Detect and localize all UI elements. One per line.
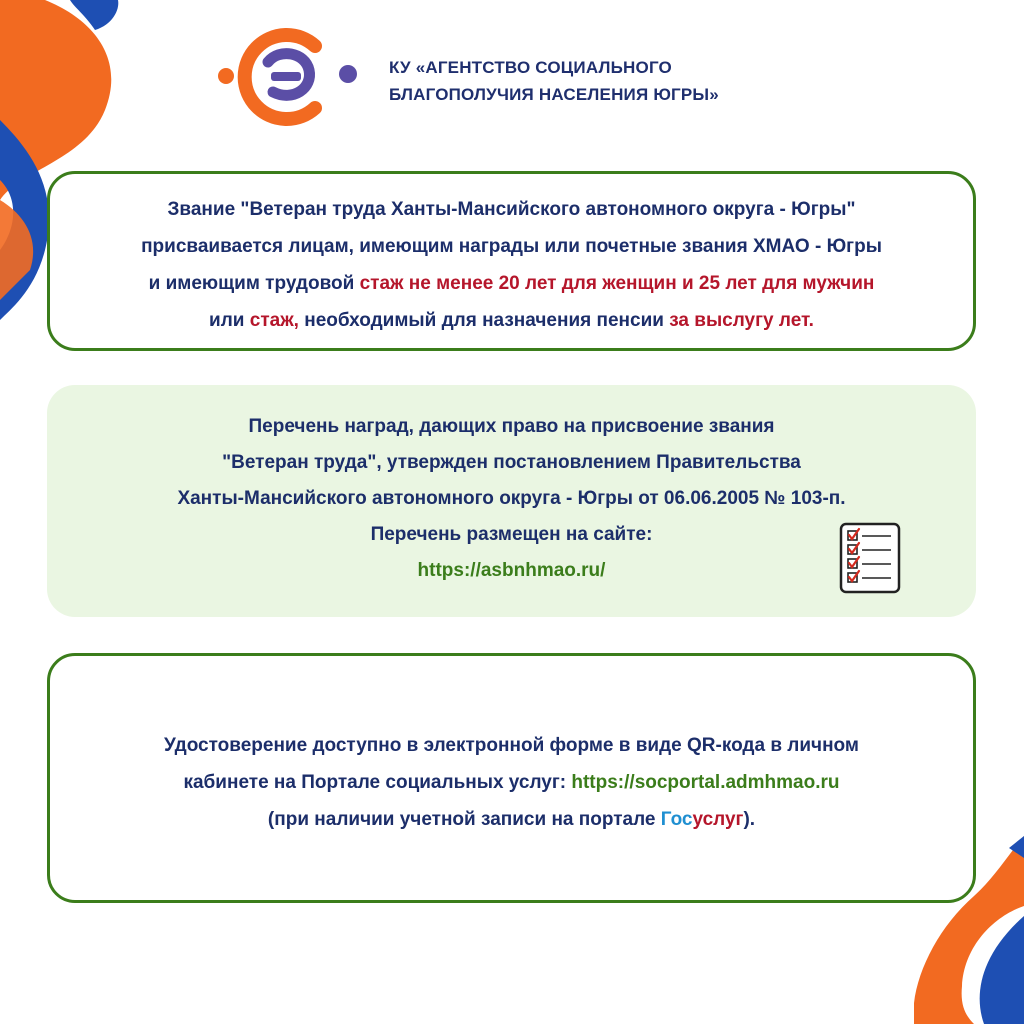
block3-end: ). bbox=[743, 809, 756, 830]
block3-portal-text: кабинете на Портале социальных услуг: bbox=[183, 772, 572, 793]
logo-icon bbox=[213, 18, 363, 128]
block1-line4-or: или bbox=[209, 310, 250, 331]
organization-name bbox=[389, 54, 809, 108]
block2-line-4: Перечень размещен на сайте: bbox=[370, 524, 653, 545]
veteran-title-info-box bbox=[47, 171, 976, 351]
block1-line-4 bbox=[50, 302, 973, 339]
block3-line-3 bbox=[50, 801, 973, 838]
block1-line-1: Звание "Ветеран труда Ханты-Мансийского автономного округа - Югры" bbox=[167, 199, 856, 220]
org-line-2: БЛАГОПОЛУЧИЯ НАСЕЛЕНИЯ ЮГРЫ» bbox=[389, 85, 719, 104]
socportal-link[interactable]: https://socportal.admhmao.ru bbox=[571, 772, 840, 793]
certificate-info-box bbox=[47, 653, 976, 903]
block1-line-3 bbox=[50, 265, 973, 302]
block1-line4-stazh: стаж, bbox=[249, 310, 299, 331]
gosuslugi-uslug: услуг bbox=[692, 809, 744, 830]
block3-line-2 bbox=[50, 764, 973, 801]
block2-line-1: Перечень наград, дающих право на присвоение звания bbox=[248, 416, 775, 437]
awards-list-info-box bbox=[47, 385, 976, 617]
header bbox=[213, 18, 813, 128]
gosuslugi-gos: Гос bbox=[660, 809, 693, 830]
block1-experience-requirement: стаж не менее 20 лет для женщин и 25 лет для мужчин bbox=[359, 273, 875, 294]
block1-line4-middle: необходимый для назначения пенсии bbox=[298, 310, 670, 331]
block2-line-2: "Ветеран труда", утвержден постановлением Правительства bbox=[222, 452, 801, 473]
block3-account-text: (при наличии учетной записи на портале bbox=[267, 809, 661, 830]
block1-line-2: присваивается лицам, имеющим награды или почетные звания ХМАО - Югры bbox=[141, 236, 882, 257]
block1-line4-seniority: за выслугу лет. bbox=[669, 310, 814, 331]
org-line-1: КУ «АГЕНТСТВО СОЦИАЛЬНОГО bbox=[389, 58, 672, 77]
block3-line-1: Удостоверение доступно в электронной форме в виде QR-кода в личном bbox=[164, 735, 859, 756]
block2-line-3: Ханты-Мансийского автономного округа - Югры от 06.06.2005 № 103-п. bbox=[177, 488, 846, 509]
asbnhmao-link[interactable]: https://asbnhmao.ru/ bbox=[417, 560, 606, 581]
checklist-icon bbox=[839, 522, 901, 594]
block1-line3-text: и имеющим трудовой bbox=[148, 273, 360, 294]
